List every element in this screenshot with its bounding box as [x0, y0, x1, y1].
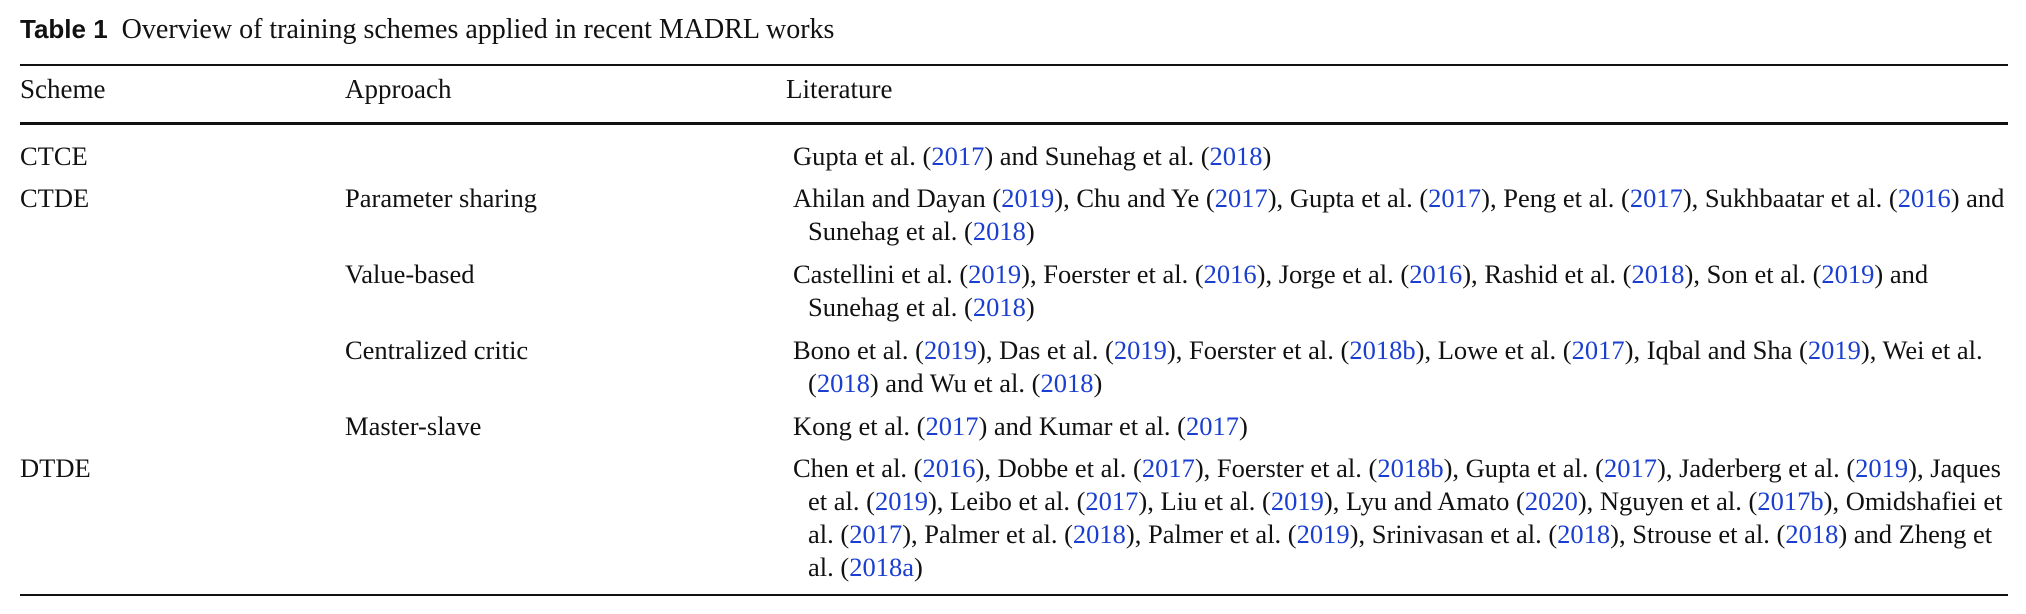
- approach-cell: Value-based: [345, 259, 475, 289]
- citation-year-link[interactable]: 2017: [1214, 183, 1268, 213]
- citation-separator: ): [1025, 216, 1035, 246]
- citation-year-link[interactable]: 2019: [1855, 453, 1909, 483]
- citation-year-link[interactable]: 2019: [1807, 335, 1861, 365]
- citation-author: Ahilan and Dayan (: [793, 183, 1002, 213]
- citation-separator: ),: [1610, 519, 1633, 549]
- citation-author: Srinivasan et al. (: [1371, 519, 1558, 549]
- citation-author: Omidshafiei et al. (: [808, 486, 2003, 549]
- citation-year-link[interactable]: 2019: [924, 335, 977, 365]
- citation-separator: ) and: [1838, 519, 1899, 549]
- citation-author: Strouse et al. (: [1632, 519, 1786, 549]
- citation-separator: ),: [1823, 486, 1846, 516]
- citation-author: Kong et al. (: [793, 411, 926, 441]
- citation-separator: ),: [1860, 335, 1883, 365]
- citation-author: Sunehag et al. (: [808, 216, 973, 246]
- citation-separator: ),: [1256, 259, 1279, 289]
- citation-author: Sunehag et al. (: [808, 292, 973, 322]
- citation-author: Jorge et al. (: [1278, 259, 1410, 289]
- citation-separator: ) and: [978, 411, 1039, 441]
- approach-cell: Parameter sharing: [345, 183, 538, 213]
- citation-year-link[interactable]: 2017: [1141, 453, 1195, 483]
- citation-author: Palmer et al. (: [924, 519, 1073, 549]
- citation-year-link[interactable]: 2016: [1897, 183, 1951, 213]
- citation-author: Peng et al. (: [1503, 183, 1630, 213]
- citation-author: Gupta et al. (: [1289, 183, 1429, 213]
- citation-author: Nguyen et al. (: [1599, 486, 1758, 516]
- literature-cell: [793, 334, 2023, 400]
- literature-cell: [793, 410, 2023, 443]
- citation-separator: ),: [1267, 183, 1290, 213]
- citation-separator: ) and: [984, 141, 1045, 171]
- citation-separator: ): [1262, 141, 1272, 171]
- citation-year-link[interactable]: 2019: [968, 259, 1022, 289]
- header-approach: Approach: [345, 74, 452, 104]
- approach-cell: Master-slave: [345, 411, 482, 441]
- citation-separator: ),: [1684, 259, 1707, 289]
- citation-author: Leibo et al. (: [950, 486, 1086, 516]
- citation-author: Chen et al. (: [793, 453, 923, 483]
- citation-separator: ),: [977, 335, 1000, 365]
- citation-separator: ),: [1323, 486, 1346, 516]
- citation-year-link[interactable]: 2016: [922, 453, 976, 483]
- citation-separator: ),: [1577, 486, 1600, 516]
- citation-year-link[interactable]: 2016: [1409, 259, 1463, 289]
- citation-separator: ) and: [1874, 259, 1929, 289]
- citation-year-link[interactable]: 2018: [1785, 519, 1839, 549]
- header-literature: Literature: [786, 74, 893, 104]
- citation-year-link[interactable]: 2019: [1270, 486, 1324, 516]
- literature-cell: [793, 452, 2023, 584]
- citation-year-link[interactable]: 2017: [1571, 335, 1625, 365]
- literature-cell: [793, 140, 2023, 173]
- citation-year-link[interactable]: 2019: [874, 486, 928, 516]
- citation-year-link[interactable]: 2018: [972, 292, 1026, 322]
- citation-year-link[interactable]: 2017b: [1757, 486, 1824, 516]
- header-scheme: Scheme: [20, 74, 106, 104]
- citation-author: Sukhbaatar et al. (: [1704, 183, 1898, 213]
- citation-author: Jaderberg et al. (: [1679, 453, 1856, 483]
- citation-year-link[interactable]: 2019: [1113, 335, 1167, 365]
- literature-cell: [793, 182, 2023, 248]
- citation-author: Sunehag et al. (: [1044, 141, 1210, 171]
- citation-author: Chu and Ye (: [1076, 183, 1215, 213]
- scheme-cell: CTDE: [20, 183, 90, 213]
- citation-author: Zheng et al. (: [808, 519, 1993, 582]
- citation-author: Das et al. (: [999, 335, 1114, 365]
- citation-year-link[interactable]: 2017: [931, 141, 985, 171]
- citation-separator: ),: [1443, 453, 1466, 483]
- citation-separator: ),: [1481, 183, 1504, 213]
- top-rule: [20, 64, 2008, 66]
- approach-cell: Centralized critic: [345, 335, 529, 365]
- citation-author: Lowe et al. (: [1437, 335, 1572, 365]
- citation-separator: ),: [1054, 183, 1077, 213]
- citation-author: Wei et al. (: [808, 335, 1983, 398]
- citation-separator: ),: [1462, 259, 1485, 289]
- citation-year-link[interactable]: 2018: [972, 216, 1026, 246]
- citation-author: Foerster et al. (: [1043, 259, 1204, 289]
- citation-author: Dobbe et al. (: [997, 453, 1142, 483]
- citation-author: Castellini et al. (: [793, 259, 969, 289]
- citation-year-link[interactable]: 2020: [1524, 486, 1578, 516]
- citation-separator: ),: [1657, 453, 1680, 483]
- citation-year-link[interactable]: 2019: [1001, 183, 1055, 213]
- citation-year-link[interactable]: 2019: [1821, 259, 1875, 289]
- citation-separator: ),: [1138, 486, 1161, 516]
- citation-separator: ): [1025, 292, 1035, 322]
- citation-author: Palmer et al. (: [1148, 519, 1297, 549]
- citation-author: Iqbal and Sha (: [1646, 335, 1808, 365]
- citation-author: Wu et al. (: [929, 368, 1041, 398]
- citation-year-link[interactable]: 2017: [1604, 453, 1657, 483]
- citation-year-link[interactable]: 2017: [1185, 411, 1239, 441]
- citation-year-link[interactable]: 2016: [1203, 259, 1257, 289]
- citation-year-link[interactable]: 2017: [1428, 183, 1482, 213]
- citation-year-link[interactable]: 2017: [1085, 486, 1139, 516]
- citation-year-link[interactable]: 2017: [1629, 183, 1683, 213]
- citation-separator: ),: [1021, 259, 1044, 289]
- header-rule: [20, 122, 2008, 125]
- bottom-rule: [20, 594, 2008, 596]
- citation-separator: ),: [1908, 453, 1931, 483]
- citation-separator: ),: [1624, 335, 1647, 365]
- scheme-cell: DTDE: [20, 453, 91, 483]
- citation-author: Son et al. (: [1706, 259, 1822, 289]
- citation-year-link[interactable]: 2018: [1072, 519, 1126, 549]
- citation-year-link[interactable]: 2018: [1557, 519, 1611, 549]
- citation-year-link[interactable]: 2017: [849, 519, 903, 549]
- citation-separator: ) and: [1950, 183, 2005, 213]
- citation-separator: ): [1093, 368, 1103, 398]
- citation-separator: ): [913, 552, 923, 582]
- scheme-cell: CTCE: [20, 141, 88, 171]
- citation-author: Foerster et al. (: [1188, 335, 1350, 365]
- citation-author: Rashid et al. (: [1484, 259, 1632, 289]
- citation-year-link[interactable]: 2018: [1631, 259, 1685, 289]
- citation-author: Kumar et al. (: [1038, 411, 1186, 441]
- citation-author: Lyu and Amato (: [1345, 486, 1525, 516]
- citation-separator: ): [1238, 411, 1248, 441]
- citation-separator: ),: [975, 453, 998, 483]
- citation-separator: ),: [1194, 453, 1217, 483]
- citation-separator: ) and: [869, 368, 930, 398]
- citation-author: Gupta et al. (: [793, 141, 932, 171]
- citation-separator: ),: [1415, 335, 1438, 365]
- citation-year-link[interactable]: 2018: [816, 368, 870, 398]
- citation-author: Liu et al. (: [1160, 486, 1271, 516]
- table-caption: [20, 14, 834, 46]
- citation-separator: ),: [1682, 183, 1705, 213]
- citation-year-link[interactable]: 2018b: [1349, 335, 1416, 365]
- citation-year-link[interactable]: 2018b: [1377, 453, 1444, 483]
- citation-author: Gupta et al. (: [1465, 453, 1604, 483]
- literature-cell: [793, 258, 2023, 324]
- citation-author: Jaques et al. (: [808, 453, 2001, 516]
- table-label: Table 1: [20, 14, 108, 44]
- citation-separator: ),: [1125, 519, 1148, 549]
- citation-author: Foerster et al. (: [1216, 453, 1378, 483]
- citation-year-link[interactable]: 2018: [1040, 368, 1094, 398]
- citation-year-link[interactable]: 2018: [1209, 141, 1263, 171]
- citation-separator: ),: [1166, 335, 1189, 365]
- citation-author: Bono et al. (: [793, 335, 924, 365]
- citation-year-link[interactable]: 2019: [1296, 519, 1350, 549]
- citation-year-link[interactable]: 2018a: [849, 552, 914, 582]
- citation-separator: ),: [902, 519, 925, 549]
- citation-year-link[interactable]: 2017: [925, 411, 979, 441]
- table-title: Overview of training schemes applied in recent MADRL works: [121, 14, 835, 45]
- citation-separator: ),: [927, 486, 951, 516]
- citation-separator: ),: [1349, 519, 1372, 549]
